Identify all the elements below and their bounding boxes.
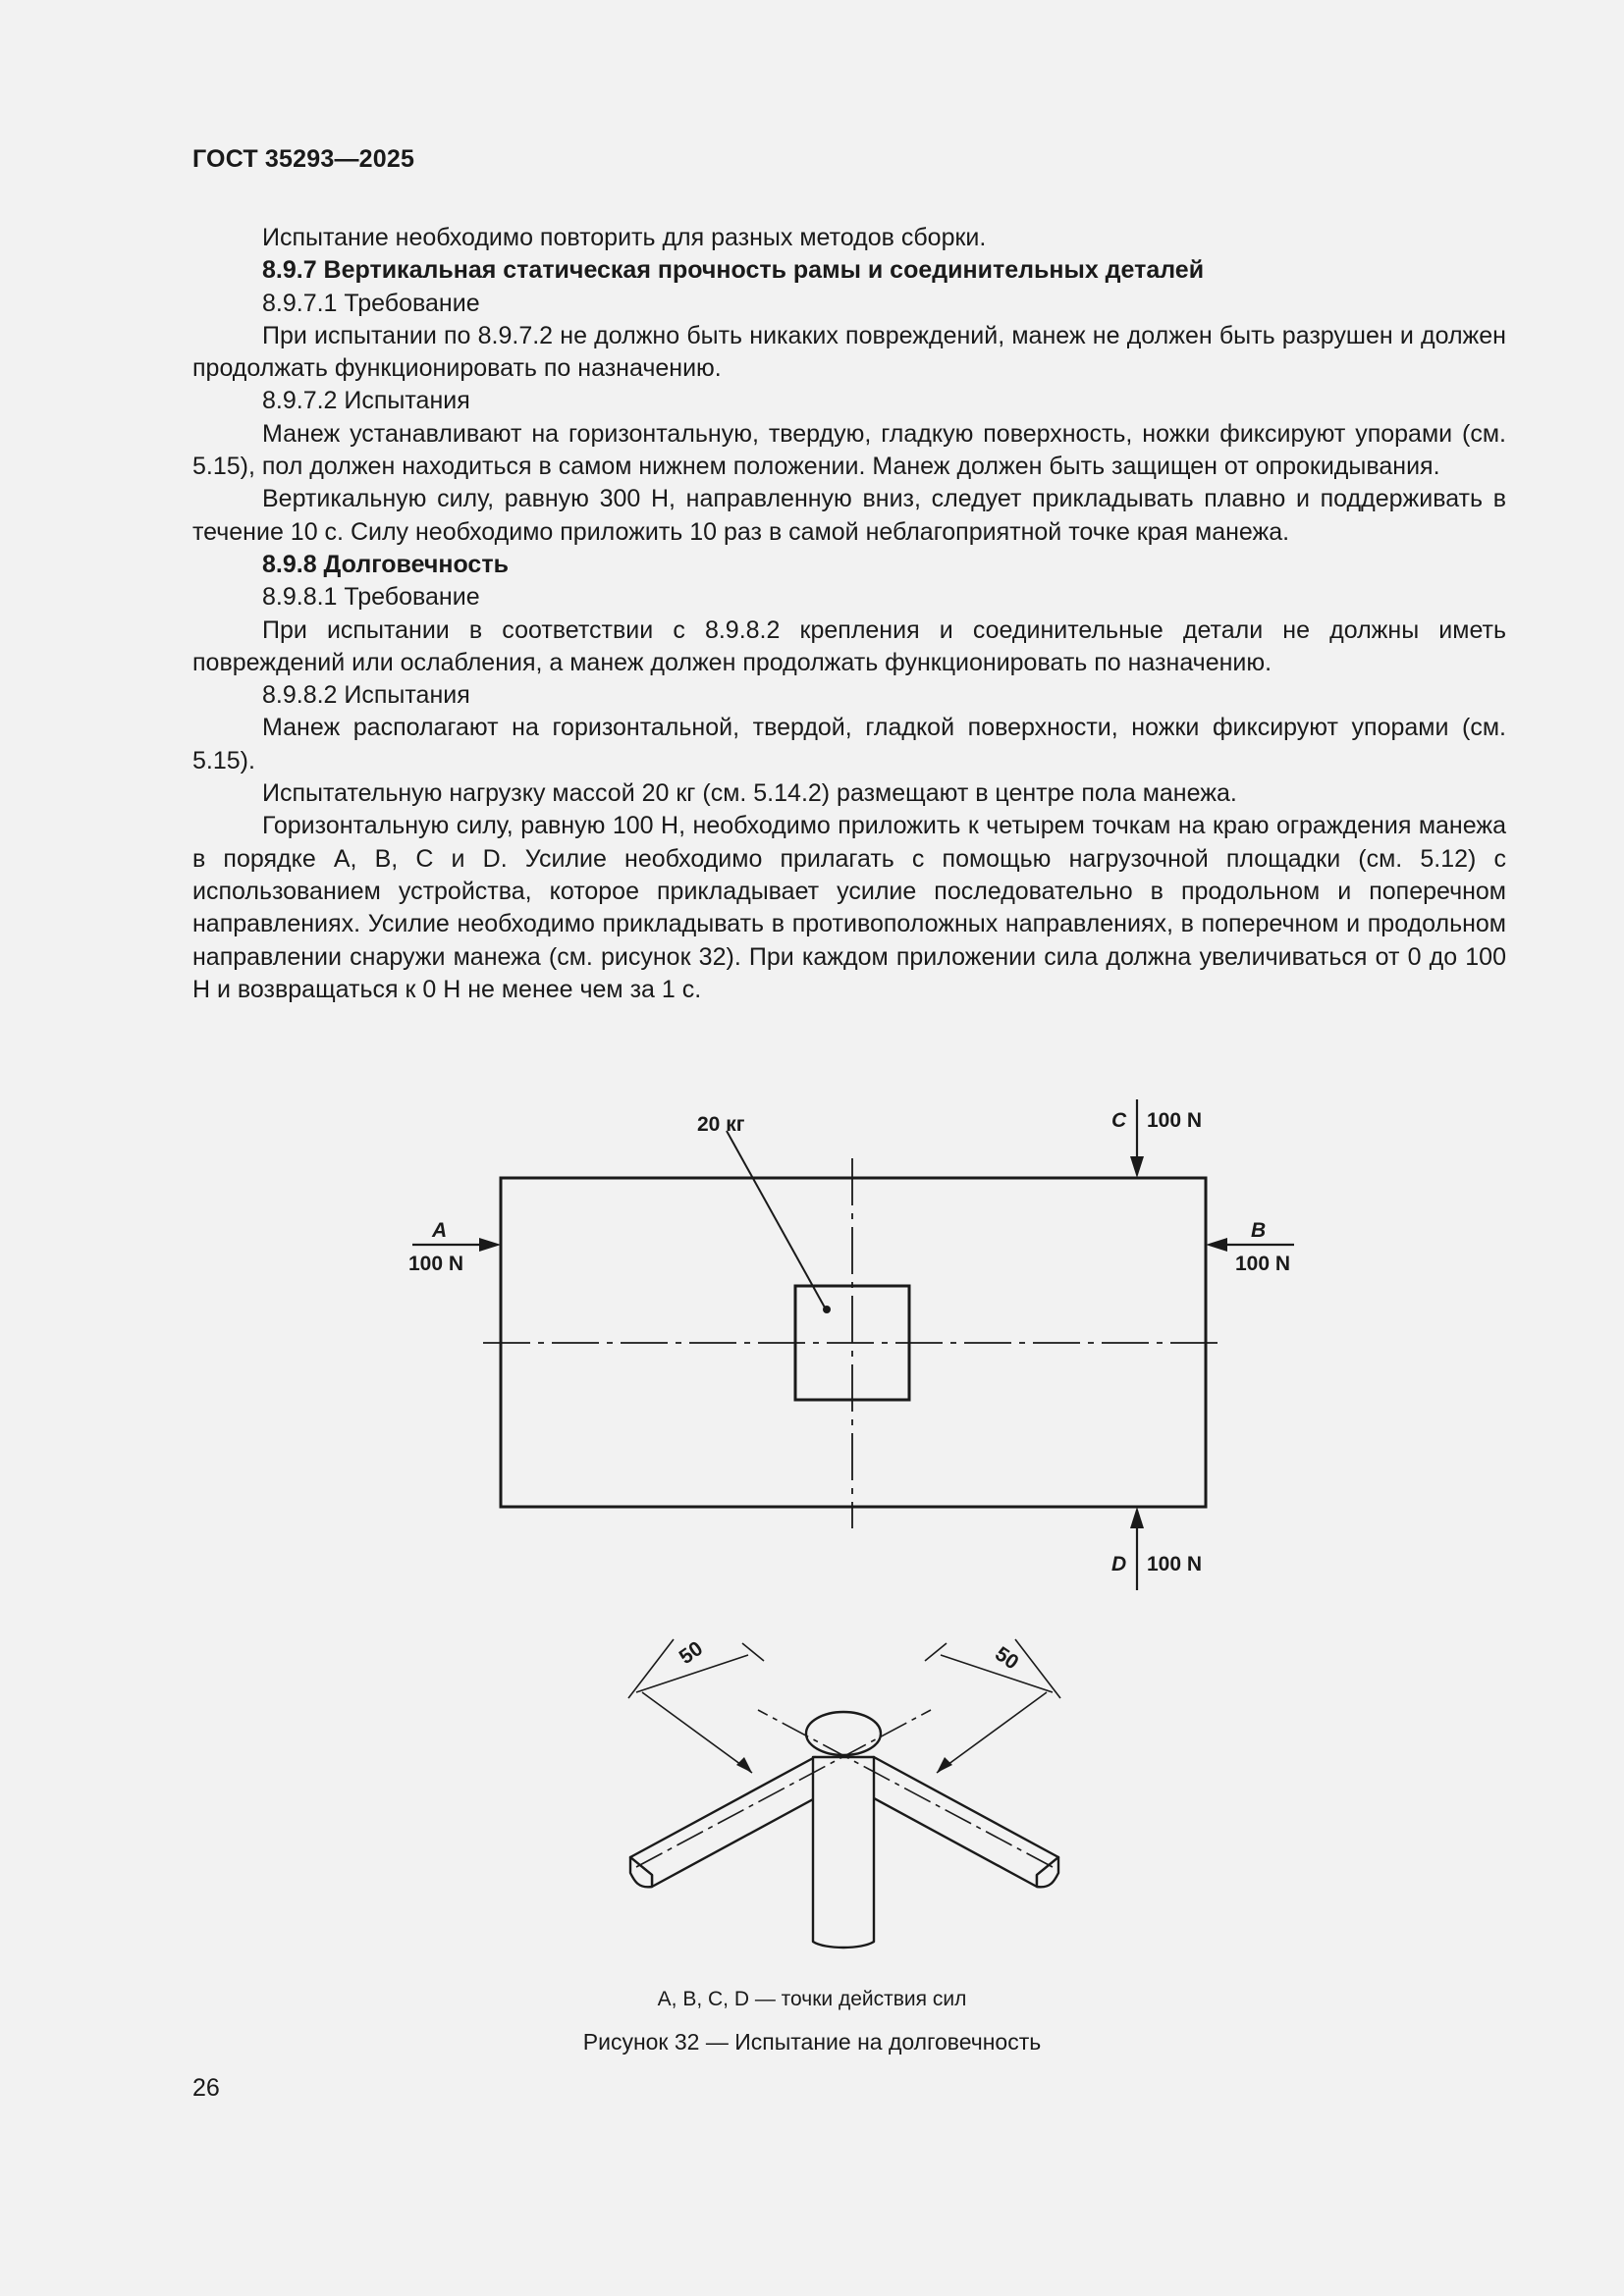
figure-legend: A, B, C, D — точки действия сил [657, 1988, 967, 2010]
point-b-label: B [1251, 1219, 1267, 1242]
paragraph: Вертикальную силу, равную 300 Н, направленную вниз, следует прикладывать плавно и поддерживать в течение 10 с. Силу необходимо приложить 10 раз в самой неблагоприятной точке края манежа. [192, 485, 1506, 546]
joint-top [806, 1712, 881, 1755]
subsection-heading: 8.9.8.1 Требование [262, 583, 480, 612]
arrow-a [479, 1238, 501, 1252]
paragraph: Горизонтальную силу, равную 100 Н, необходимо приложить к четырем точкам на краю ограждения манежа в порядке A, B, C и D. Усилие необходимо прилагать с помощью нагрузочной площадки (см. 5.12) с использованием устройства, которое прикладывает усилие последовательно в продольном и поперечном направлениях. Усилие необходимо прикладывать в противоположных направлениях, в поперечном и продольном направлении снаружи манежа (см. рисунок 32). При каждом приложении сила должна увеличиваться от 0 до 100 Н и возвращаться к 0 Н не менее чем за 1 с. [192, 812, 1506, 1003]
point-c-label: C [1111, 1109, 1127, 1132]
load-label: 20 кг [697, 1113, 745, 1136]
dimension-left-label: 50 [675, 1636, 708, 1670]
load-leader-line [727, 1131, 825, 1308]
document-header: ГОСТ 35293—2025 [192, 145, 415, 173]
force-a-label: 100 N [408, 1253, 464, 1275]
page-number: 26 [192, 2074, 220, 2102]
post [813, 1757, 874, 1948]
subsection-heading: 8.9.7.2 Испытания [262, 387, 470, 415]
dimension-right-label: 50 [991, 1642, 1023, 1675]
arrow-c [1130, 1156, 1144, 1178]
section-heading-8-9-8: 8.9.8 Долговечность [262, 550, 509, 578]
force-b-label: 100 N [1235, 1253, 1291, 1275]
paragraph: При испытании по 8.9.7.2 не должно быть никаких повреждений, манеж не должен быть разрушен и должен продолжать функционировать по назначению. [192, 321, 1506, 383]
paragraph: Манеж располагают на горизонтальной, твердой, гладкой поверхности, ножки фиксируют упорами (см. 5.15). [192, 714, 1506, 774]
force-points-diagram [393, 1099, 1291, 1590]
point-d-label: D [1111, 1553, 1127, 1575]
point-a-label: A [432, 1219, 448, 1242]
force-c-label: 100 N [1147, 1109, 1203, 1132]
subsection-heading: 8.9.8.2 Испытания [262, 681, 470, 710]
joint-isometric-diagram [609, 1636, 1080, 1983]
subsection-heading: 8.9.7.1 Требование [262, 289, 480, 317]
paragraph: При испытании в соответствии с 8.9.8.2 крепления и соединительные детали не должны иметь повреждений или ослабления, а манеж должен продолжать функционировать по назначению. [192, 615, 1506, 676]
paragraph: Манеж устанавливают на горизонтальную, твердую, гладкую поверхность, ножки фиксируют упорами (см. 5.15), пол должен находиться в самом нижнем положении. Манеж должен быть защищен от опрокидывания. [192, 419, 1506, 481]
force-d-label: 100 N [1147, 1553, 1203, 1575]
arrow-d [1130, 1507, 1144, 1528]
paragraph: Испытание необходимо повторить для разных методов сборки. [262, 224, 987, 251]
arrow-b [1206, 1238, 1227, 1252]
paragraph: Испытательную нагрузку массой 20 кг (см. 5.14.2) размещают в центре пола манежа. [262, 779, 1237, 808]
figure-caption: Рисунок 32 — Испытание на долговечность [582, 2029, 1042, 2055]
body-text [192, 222, 1506, 1006]
section-heading-8-9-7: 8.9.7 Вертикальная статическая прочность рамы и соединительных деталей [262, 256, 1205, 285]
